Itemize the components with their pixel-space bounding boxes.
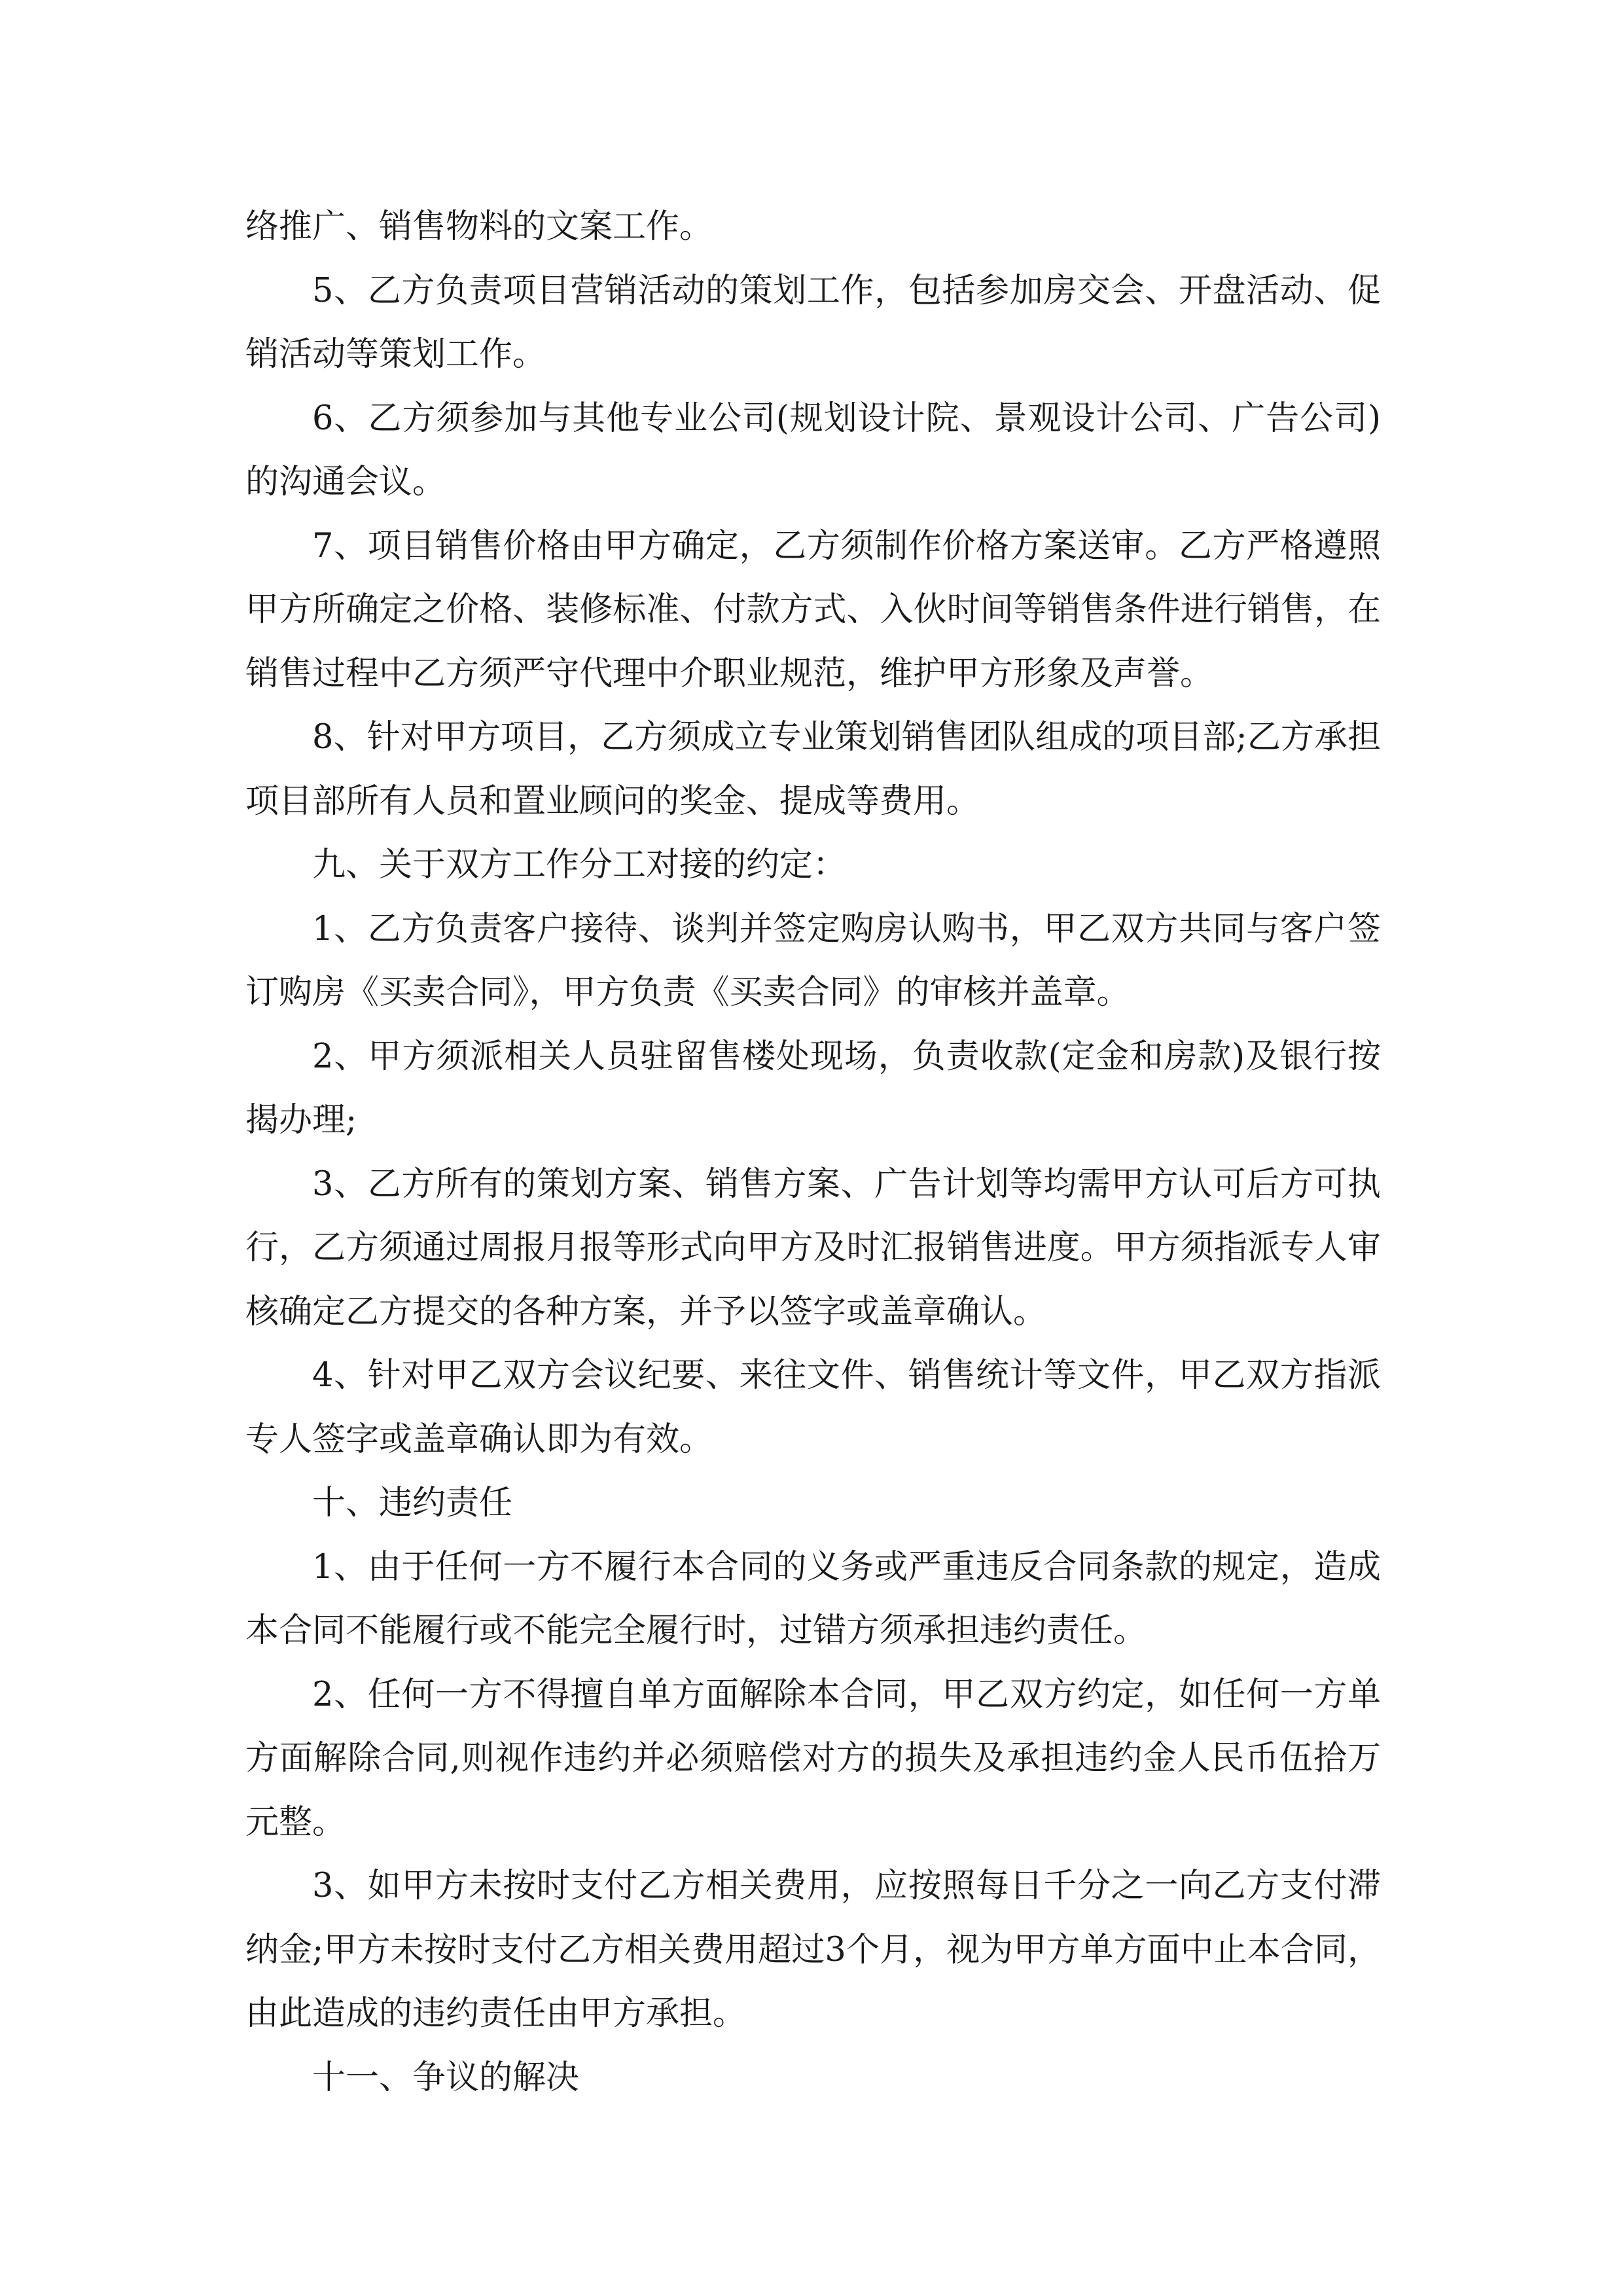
paragraph-section9-item-4: 4、针对甲乙双方会议纪要、来往文件、销售统计等文件，甲乙双方指派专人签字或盖章确认即为有效。 — [245, 1356, 1381, 1459]
paragraph-section9-item-1: 1、乙方负责客户接待、谈判并签定购房认购书，甲乙双方共同与客户签订购房《买卖合同》，甲方负责《买卖合同》的审核并盖章。 — [245, 909, 1381, 1012]
section-heading-11: 十一、争议的解决 — [312, 2058, 580, 2097]
section-heading-10: 十、违约责任 — [312, 1484, 513, 1522]
paragraph-item-8: 8、针对甲方项目，乙方须成立专业策划销售团队组成的项目部;乙方承担项目部所有人员和置业顾问的奖金、提成等费用。 — [245, 718, 1381, 821]
paragraph-item-7: 7、项目销售价格由甲方确定，乙方须制作价格方案送审。乙方严格遵照甲方所确定之价格、装修标准、付款方式、入伙时间等销售条件进行销售，在销售过程中乙方须严守代理中介职业规范，维护甲方形象及声誉。 — [245, 526, 1381, 693]
paragraph-section10-item-1: 1、由于任何一方不履行本合同的义务或严重违反合同条款的规定，造成本合同不能履行或不能完全履行时，过错方须承担违约责任。 — [245, 1547, 1381, 1650]
paragraph-item-5: 5、乙方负责项目营销活动的策划工作，包括参加房交会、开盘活动、促销活动等策划工作。 — [245, 271, 1381, 374]
paragraph-section10-item-2: 2、任何一方不得擅自单方面解除本合同，甲乙双方约定，如任何一方单方面解除合同,则视作违约并必须赔偿对方的损失及承担违约金人民币伍拾万元整。 — [245, 1675, 1381, 1842]
paragraph-continuation: 络推广、销售物料的文案工作。 — [245, 207, 713, 246]
paragraph-section9-item-3: 3、乙方所有的策划方案、销售方案、广告计划等均需甲方认可后方可执行，乙方须通过周报月报等形式向甲方及时汇报销售进度。甲方须指派专人审核确定乙方提交的各种方案，并予以签字或盖章确认。 — [245, 1164, 1381, 1331]
contract-body — [245, 195, 1381, 2109]
paragraph-section9-item-2: 2、甲方须派相关人员驻留售楼处现场，负责收款(定金和房款)及银行按揭办理; — [245, 1037, 1381, 1139]
paragraph-section10-item-3: 3、如甲方未按时支付乙方相关费用，应按照每日千分之一向乙方支付滞纳金;甲方未按时支付乙方相关费用超过3个月，视为甲方单方面中止本合同，由此造成的违约责任由甲方承担。 — [245, 1867, 1381, 2033]
paragraph-item-6: 6、乙方须参加与其他专业公司(规划设计院、景观设计公司、广告公司)的沟通会议。 — [245, 399, 1381, 501]
section-heading-9: 九、关于双方工作分工对接的约定： — [312, 846, 847, 884]
